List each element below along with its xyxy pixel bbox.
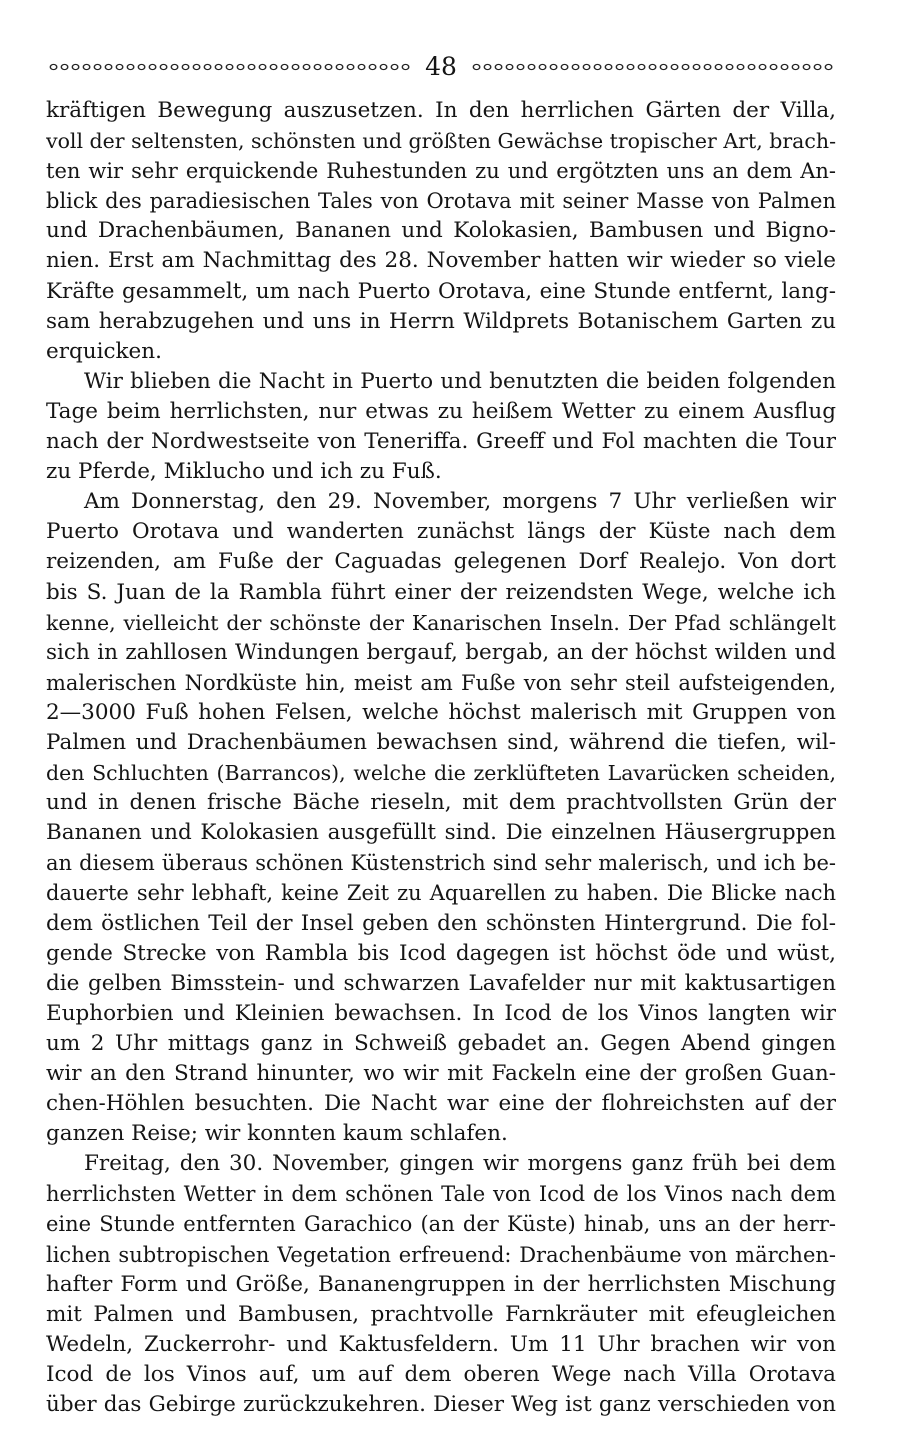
text-line: dauerte sehr lebhaft, keine Zeit zu Aquarellen zu haben. Die Blicke nach (46, 881, 836, 906)
text-line: Am Donnerstag, den 29. November, morgens 7 Uhr verließen wir (84, 489, 836, 515)
text-line: chen-Höhlen besuchten. Die Nacht war eine der flohreichsten auf der (46, 1091, 836, 1117)
text-line: gende Strecke von Rambla bis Icod dagegen ist höchst öde und wüst, (46, 940, 836, 966)
text-line: an diesem überaus schönen Küstenstrich sind sehr malerisch, und ich be- (46, 851, 836, 876)
text-line: den Schluchten (Barrancos), welche die zerklüfteten Lavarücken scheiden, (46, 761, 836, 786)
text-line: Kräfte gesammelt, um nach Puerto Orotava, eine Stunde entfernt, lang- (46, 278, 836, 304)
text-line: und Drachenbäumen, Bananen und Kolokasien, Bambusen und Bigno- (46, 218, 836, 244)
page-header (48, 50, 834, 84)
right-ornament-border (471, 61, 834, 73)
text-line: sam herabzugehen und uns in Herrn Wildprets Botanischem Garten zu (46, 308, 836, 334)
text-line: Euphorbien und Kleinien bewachsen. In Icod de los Vinos langten wir (46, 1000, 836, 1026)
text-line: Icod de los Vinos auf, um auf dem oberen Wege nach Villa Orotava (46, 1361, 836, 1387)
left-ornament-border (48, 61, 411, 73)
text-line: mit Palmen und Bambusen, prachtvolle Farnkräuter mit efeugleichen (46, 1301, 836, 1327)
text-line: nien. Erst am Nachmittag des 28. November hatten wir wieder so viele (46, 248, 836, 274)
text-line: Bananen und Kolokasien ausgefüllt sind. Die einzelnen Häusergruppen (46, 820, 836, 846)
text-line: Puerto Orotava und wanderten zunächst längs der Küste nach dem (46, 519, 836, 545)
text-line: 2—3000 Fuß hohen Felsen, welche höchst malerisch mit Gruppen von (46, 699, 836, 725)
text-line: Freitag, den 30. November, gingen wir morgens ganz früh bei dem (84, 1151, 836, 1177)
text-line: herrlichsten Wetter in dem schönen Tale von Icod de los Vinos nach dem (46, 1182, 836, 1207)
text-line: zu Pferde, Miklucho und ich zu Fuß. (46, 459, 442, 485)
text-line: blick des paradiesischen Tales von Orotava mit seiner Masse von Palmen (46, 189, 836, 214)
text-line: malerischen Nordküste hin, meist am Fuße von sehr steil aufsteigenden, (46, 670, 836, 695)
text-line: lichen subtropischen Vegetation erfreuend: Drachenbäume von märchen- (46, 1242, 836, 1267)
text-line: um 2 Uhr mittags ganz in Schweiß gebadet an. Gegen Abend gingen (46, 1030, 836, 1056)
text-line: sich in zahllosen Windungen bergauf, bergab, an der höchst wilden und (46, 639, 836, 665)
text-line: die gelben Bimsstein- und schwarzen Lavafelder nur mit kaktusartigen (46, 970, 836, 996)
text-line: hafter Form und Größe, Bananengruppen in der herrlichsten Mischung (46, 1271, 836, 1297)
text-line: eine Stunde entfernten Garachico (an der Küste) hinab, uns an der herr- (46, 1212, 836, 1237)
text-line: dem östlichen Teil der Insel geben den schönsten Hintergrund. Die fol- (46, 910, 836, 936)
page-number: 48 (425, 52, 457, 81)
text-line: voll der seltensten, schönsten und größten Gewächse tropischer Art, brach- (46, 129, 836, 154)
text-line: wir an den Strand hinunter, wo wir mit Fackeln eine der großen Guan- (46, 1061, 836, 1086)
text-line: kräftigen Bewegung auszusetzen. In den herrlichen Gärten der Villa, (46, 98, 836, 123)
text-line: über das Gebirge zurückzukehren. Dieser Weg ist ganz verschieden von (46, 1392, 836, 1418)
text-line: Palmen und Drachenbäumen bewachsen sind, während die tiefen, wil- (46, 729, 836, 755)
text-line: ganzen Reise; wir konnten kaum schlafen. (46, 1121, 508, 1147)
text-line: nach der Nordwestseite von Teneriffa. Greeff und Fol machten die Tour (46, 429, 836, 455)
text-line: ten wir sehr erquickende Ruhestunden zu und ergötzten uns an dem An- (46, 159, 836, 184)
text-line: kenne, vielleicht der schönste der Kanarischen Inseln. Der Pfad schlängelt (46, 610, 836, 635)
text-line: Wedeln, Zuckerrohr- und Kaktusfeldern. Um 11 Uhr brachen wir von (46, 1331, 836, 1357)
text-line: Wir blieben die Nacht in Puerto und benutzten die beiden folgenden (84, 368, 836, 394)
text-line: und in denen frische Bäche rieseln, mit dem prachtvollsten Grün der (46, 790, 836, 816)
text-line: bis S. Juan de la Rambla führt einer der reizendsten Wege, welche ich (46, 579, 836, 605)
body-text (46, 96, 836, 1420)
text-line: erquicken. (46, 338, 162, 364)
text-line: reizenden, am Fuße der Caguadas gelegenen Dorf Realejo. Von dort (46, 549, 836, 575)
text-line: Tage beim herrlichsten, nur etwas zu heißem Wetter zu einem Ausflug (46, 398, 836, 424)
